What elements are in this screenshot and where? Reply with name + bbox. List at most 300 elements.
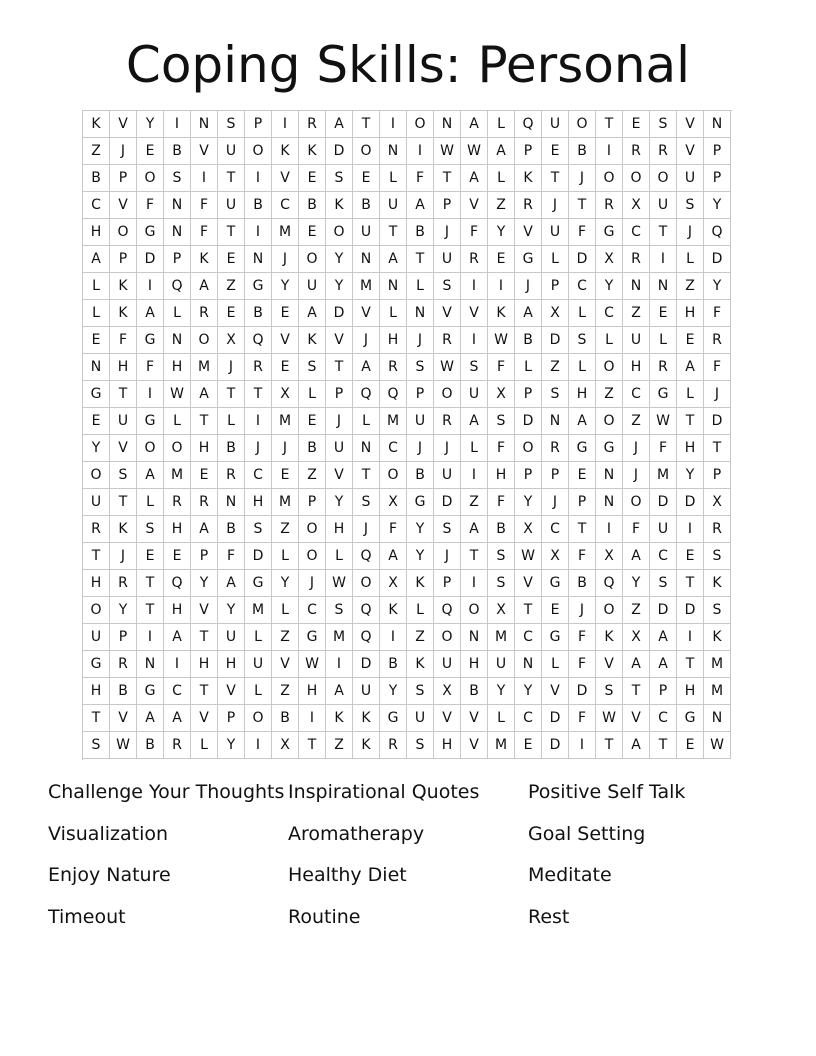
grid-cell: W <box>110 732 137 759</box>
grid-cell: B <box>380 651 407 678</box>
grid-cell: T <box>191 624 218 651</box>
grid-cell: Q <box>164 273 191 300</box>
grid-cell: X <box>218 327 245 354</box>
grid-cell: B <box>218 435 245 462</box>
grid-cell: O <box>650 165 677 192</box>
grid-cell: V <box>326 327 353 354</box>
grid-cell: H <box>380 327 407 354</box>
grid-cell: L <box>164 300 191 327</box>
grid-cell: A <box>677 354 704 381</box>
grid-cell: O <box>596 354 623 381</box>
grid-cell: J <box>569 165 596 192</box>
grid-cell: L <box>83 300 110 327</box>
grid-cell: J <box>353 516 380 543</box>
word-list-item: Challenge Your Thoughts <box>48 781 285 803</box>
grid-cell: H <box>164 597 191 624</box>
grid-cell: G <box>677 705 704 732</box>
grid-cell: V <box>272 165 299 192</box>
grid-cell: F <box>623 516 650 543</box>
grid-cell: H <box>164 354 191 381</box>
grid-cell: E <box>137 543 164 570</box>
grid-cell: C <box>542 516 569 543</box>
grid-cell: P <box>650 678 677 705</box>
grid-cell: R <box>380 732 407 759</box>
grid-cell: R <box>650 354 677 381</box>
grid-cell: L <box>380 300 407 327</box>
grid-cell: S <box>488 570 515 597</box>
grid-cell: A <box>650 651 677 678</box>
grid-cell: E <box>299 219 326 246</box>
grid-cell: R <box>191 300 218 327</box>
grid-cell: L <box>218 408 245 435</box>
grid-cell: T <box>596 111 623 138</box>
grid-cell: P <box>407 381 434 408</box>
grid-cell: S <box>569 327 596 354</box>
grid-cell: V <box>191 705 218 732</box>
grid-cell: E <box>218 300 245 327</box>
grid-cell: T <box>191 678 218 705</box>
grid-cell: B <box>272 705 299 732</box>
grid-cell: Q <box>434 597 461 624</box>
grid-cell: S <box>461 354 488 381</box>
grid-cell: B <box>461 678 488 705</box>
grid-cell: I <box>461 570 488 597</box>
grid-cell: A <box>380 543 407 570</box>
grid-cell: N <box>596 462 623 489</box>
grid-cell: O <box>245 138 272 165</box>
grid-cell: A <box>137 462 164 489</box>
grid-cell: Y <box>677 462 704 489</box>
grid-cell: T <box>191 408 218 435</box>
grid-cell: F <box>488 435 515 462</box>
grid-cell: I <box>677 624 704 651</box>
grid-cell: P <box>326 381 353 408</box>
grid-cell: N <box>164 192 191 219</box>
grid-cell: J <box>407 327 434 354</box>
grid-cell: T <box>218 165 245 192</box>
grid-cell: N <box>380 273 407 300</box>
grid-cell: E <box>218 246 245 273</box>
grid-cell: U <box>650 192 677 219</box>
grid-cell: R <box>434 327 461 354</box>
grid-cell: N <box>380 138 407 165</box>
grid-cell: B <box>299 435 326 462</box>
grid-cell: Y <box>407 516 434 543</box>
grid-cell: T <box>677 570 704 597</box>
grid-cell: S <box>353 489 380 516</box>
grid-cell: W <box>434 138 461 165</box>
grid-cell: M <box>704 678 731 705</box>
grid-cell: U <box>407 705 434 732</box>
grid-cell: K <box>326 705 353 732</box>
grid-cell: H <box>677 435 704 462</box>
grid-cell: J <box>542 192 569 219</box>
grid-cell: T <box>542 165 569 192</box>
grid-cell: Q <box>245 327 272 354</box>
grid-cell: G <box>137 408 164 435</box>
grid-cell: N <box>218 489 245 516</box>
grid-cell: G <box>83 381 110 408</box>
grid-cell: D <box>515 408 542 435</box>
grid-cell: W <box>596 705 623 732</box>
grid-cell: B <box>245 192 272 219</box>
grid-cell: G <box>542 570 569 597</box>
grid-cell: V <box>461 732 488 759</box>
grid-cell: Y <box>110 597 137 624</box>
grid-cell: O <box>137 165 164 192</box>
grid-cell: S <box>677 192 704 219</box>
grid-cell: H <box>461 651 488 678</box>
grid-cell: D <box>245 543 272 570</box>
grid-cell: Z <box>461 489 488 516</box>
grid-cell: T <box>83 705 110 732</box>
grid-cell: H <box>326 516 353 543</box>
grid-cell: O <box>596 597 623 624</box>
grid-cell: I <box>272 111 299 138</box>
grid-cell: Z <box>623 300 650 327</box>
grid-cell: M <box>272 408 299 435</box>
grid-cell: M <box>326 624 353 651</box>
grid-cell: P <box>434 192 461 219</box>
grid-cell: X <box>542 543 569 570</box>
grid-cell: I <box>137 624 164 651</box>
grid-cell: R <box>623 138 650 165</box>
grid-cell: L <box>353 408 380 435</box>
grid-cell: G <box>299 624 326 651</box>
grid-cell: G <box>542 624 569 651</box>
grid-cell: K <box>704 624 731 651</box>
grid-cell: U <box>110 408 137 435</box>
grid-cell: J <box>218 354 245 381</box>
grid-cell: X <box>380 570 407 597</box>
grid-cell: O <box>623 165 650 192</box>
grid-cell: A <box>623 732 650 759</box>
grid-cell: K <box>299 327 326 354</box>
grid-cell: M <box>650 462 677 489</box>
grid-cell: I <box>380 624 407 651</box>
grid-cell: Y <box>623 570 650 597</box>
grid-cell: S <box>83 732 110 759</box>
grid-cell: E <box>488 246 515 273</box>
grid-cell: Y <box>488 678 515 705</box>
grid-cell: X <box>515 516 542 543</box>
grid-cell: K <box>83 111 110 138</box>
grid-cell: H <box>299 678 326 705</box>
grid-cell: A <box>218 570 245 597</box>
grid-cell: V <box>461 705 488 732</box>
grid-cell: N <box>461 624 488 651</box>
grid-cell: S <box>596 678 623 705</box>
grid-cell: U <box>326 435 353 462</box>
word-list-item: Aromatherapy <box>288 822 425 845</box>
grid-cell: W <box>461 138 488 165</box>
grid-cell: Y <box>515 678 542 705</box>
grid-cell: T <box>623 678 650 705</box>
grid-cell: G <box>245 570 272 597</box>
grid-cell: O <box>245 705 272 732</box>
grid-cell: V <box>110 192 137 219</box>
grid-cell: K <box>596 624 623 651</box>
grid-cell: D <box>137 246 164 273</box>
grid-cell: A <box>461 165 488 192</box>
grid-cell: Q <box>353 597 380 624</box>
grid-cell: P <box>569 489 596 516</box>
grid-cell: D <box>542 327 569 354</box>
grid-cell: T <box>515 597 542 624</box>
grid-cell: J <box>569 597 596 624</box>
grid-cell: L <box>569 354 596 381</box>
grid-cell: O <box>326 219 353 246</box>
grid-cell: A <box>191 516 218 543</box>
grid-cell: Y <box>704 273 731 300</box>
grid-cell: Z <box>299 462 326 489</box>
grid-cell: P <box>191 543 218 570</box>
grid-cell: X <box>272 732 299 759</box>
grid-cell: P <box>299 489 326 516</box>
grid-cell: P <box>515 138 542 165</box>
grid-cell: T <box>380 219 407 246</box>
word-list-item: Visualization <box>48 822 169 845</box>
grid-cell: E <box>515 732 542 759</box>
grid-cell: W <box>488 327 515 354</box>
grid-cell: N <box>596 489 623 516</box>
grid-cell: B <box>407 219 434 246</box>
grid-cell: L <box>164 408 191 435</box>
grid-cell: K <box>704 570 731 597</box>
grid-cell: S <box>407 678 434 705</box>
grid-cell: A <box>137 300 164 327</box>
grid-cell: E <box>542 597 569 624</box>
grid-cell: G <box>596 435 623 462</box>
grid-cell: V <box>191 138 218 165</box>
grid-cell: A <box>353 354 380 381</box>
grid-cell: L <box>272 597 299 624</box>
grid-cell: S <box>245 516 272 543</box>
grid-cell: R <box>299 111 326 138</box>
grid-cell: O <box>596 165 623 192</box>
grid-cell: W <box>326 570 353 597</box>
grid-cell: L <box>326 543 353 570</box>
grid-cell: B <box>164 138 191 165</box>
grid-cell: Q <box>380 381 407 408</box>
grid-cell: J <box>353 327 380 354</box>
grid-cell: G <box>83 651 110 678</box>
grid-cell: F <box>191 192 218 219</box>
grid-cell: A <box>461 516 488 543</box>
grid-cell: G <box>515 246 542 273</box>
grid-cell: C <box>623 381 650 408</box>
grid-cell: T <box>137 570 164 597</box>
grid-cell: A <box>461 111 488 138</box>
grid-cell: L <box>137 489 164 516</box>
grid-cell: G <box>137 219 164 246</box>
grid-cell: A <box>191 273 218 300</box>
grid-cell: J <box>515 273 542 300</box>
grid-cell: X <box>596 246 623 273</box>
grid-cell: I <box>461 327 488 354</box>
grid-cell: X <box>488 597 515 624</box>
grid-cell: E <box>137 138 164 165</box>
grid-cell: U <box>434 651 461 678</box>
grid-cell: J <box>272 246 299 273</box>
grid-cell: S <box>704 543 731 570</box>
grid-cell: U <box>218 624 245 651</box>
grid-cell: D <box>434 489 461 516</box>
grid-cell: E <box>299 165 326 192</box>
grid-cell: O <box>299 246 326 273</box>
word-list-item: Timeout <box>48 905 126 928</box>
grid-cell: K <box>353 732 380 759</box>
grid-cell: P <box>515 462 542 489</box>
grid-cell: V <box>191 597 218 624</box>
grid-cell: V <box>272 327 299 354</box>
grid-cell: B <box>110 678 137 705</box>
grid-cell: L <box>407 273 434 300</box>
grid-cell: U <box>407 408 434 435</box>
grid-cell: O <box>380 462 407 489</box>
grid-cell: D <box>650 597 677 624</box>
grid-cell: F <box>488 489 515 516</box>
grid-cell: L <box>542 651 569 678</box>
grid-cell: P <box>704 462 731 489</box>
grid-cell: J <box>110 543 137 570</box>
grid-cell: E <box>542 138 569 165</box>
grid-cell: J <box>299 570 326 597</box>
grid-cell: S <box>542 381 569 408</box>
grid-cell: K <box>326 192 353 219</box>
grid-cell: V <box>677 111 704 138</box>
grid-cell: V <box>434 300 461 327</box>
grid-cell: U <box>542 111 569 138</box>
grid-cell: F <box>569 543 596 570</box>
grid-cell: G <box>407 489 434 516</box>
word-list-item: Enjoy Nature <box>48 864 171 886</box>
grid-cell: E <box>650 300 677 327</box>
grid-cell: Y <box>218 732 245 759</box>
grid-cell: I <box>245 219 272 246</box>
grid-cell: U <box>461 381 488 408</box>
grid-cell: T <box>704 435 731 462</box>
grid-cell: U <box>623 327 650 354</box>
grid-cell: H <box>488 462 515 489</box>
grid-cell: H <box>110 354 137 381</box>
grid-cell: J <box>704 381 731 408</box>
grid-cell: O <box>83 462 110 489</box>
grid-cell: R <box>704 516 731 543</box>
grid-cell: L <box>542 246 569 273</box>
grid-cell: G <box>137 678 164 705</box>
grid-cell: A <box>407 192 434 219</box>
grid-cell: B <box>83 165 110 192</box>
grid-cell: F <box>569 219 596 246</box>
grid-cell: I <box>596 516 623 543</box>
grid-cell: M <box>191 354 218 381</box>
grid-cell: Y <box>596 273 623 300</box>
grid-cell: Z <box>623 408 650 435</box>
grid-cell: U <box>218 138 245 165</box>
grid-cell: T <box>569 192 596 219</box>
grid-cell: I <box>245 408 272 435</box>
grid-cell: Q <box>704 219 731 246</box>
grid-cell: S <box>326 597 353 624</box>
grid-cell: E <box>272 300 299 327</box>
grid-cell: Y <box>137 111 164 138</box>
grid-cell: H <box>434 732 461 759</box>
grid-cell: C <box>380 435 407 462</box>
grid-cell: Z <box>272 516 299 543</box>
grid-cell: J <box>245 435 272 462</box>
grid-cell: I <box>596 138 623 165</box>
grid-cell: U <box>380 192 407 219</box>
grid-cell: W <box>164 381 191 408</box>
word-list-item: Goal Setting <box>528 822 646 845</box>
grid-cell: X <box>380 489 407 516</box>
grid-cell: P <box>218 705 245 732</box>
grid-cell: W <box>434 354 461 381</box>
grid-cell: L <box>299 381 326 408</box>
grid-cell: F <box>110 327 137 354</box>
grid-cell: L <box>83 273 110 300</box>
grid-cell: R <box>110 651 137 678</box>
grid-cell: A <box>299 300 326 327</box>
grid-cell: G <box>650 381 677 408</box>
word-list-item: Inspirational Quotes <box>288 781 480 803</box>
grid-cell: P <box>542 273 569 300</box>
grid-cell: B <box>569 570 596 597</box>
grid-cell: D <box>569 678 596 705</box>
grid-cell: E <box>299 408 326 435</box>
grid-cell: A <box>83 246 110 273</box>
grid-cell: E <box>272 462 299 489</box>
grid-cell: C <box>299 597 326 624</box>
grid-cell: R <box>245 354 272 381</box>
grid-cell: L <box>461 435 488 462</box>
grid-cell: T <box>461 543 488 570</box>
grid-cell: Z <box>677 273 704 300</box>
grid-cell: T <box>218 381 245 408</box>
grid-cell: T <box>596 732 623 759</box>
grid-cell: R <box>434 408 461 435</box>
grid-cell: H <box>164 516 191 543</box>
grid-cell: C <box>272 192 299 219</box>
grid-cell: U <box>542 219 569 246</box>
grid-cell: O <box>515 435 542 462</box>
grid-cell: D <box>650 489 677 516</box>
grid-cell: N <box>191 111 218 138</box>
word-list-item: Healthy Diet <box>288 864 407 886</box>
grid-cell: J <box>434 543 461 570</box>
word-list-item: Routine <box>288 905 361 928</box>
grid-cell: I <box>569 732 596 759</box>
grid-cell: C <box>245 462 272 489</box>
grid-cell: V <box>596 651 623 678</box>
grid-cell: L <box>488 111 515 138</box>
grid-cell: X <box>704 489 731 516</box>
grid-cell: Y <box>704 192 731 219</box>
grid-cell: K <box>488 300 515 327</box>
grid-cell: R <box>191 489 218 516</box>
grid-cell: S <box>218 111 245 138</box>
grid-cell: E <box>677 327 704 354</box>
grid-cell: J <box>623 462 650 489</box>
grid-cell: U <box>434 246 461 273</box>
grid-cell: Z <box>272 678 299 705</box>
grid-cell: D <box>542 705 569 732</box>
grid-cell: V <box>542 678 569 705</box>
grid-cell: L <box>245 678 272 705</box>
grid-cell: P <box>110 165 137 192</box>
grid-cell: H <box>83 219 110 246</box>
